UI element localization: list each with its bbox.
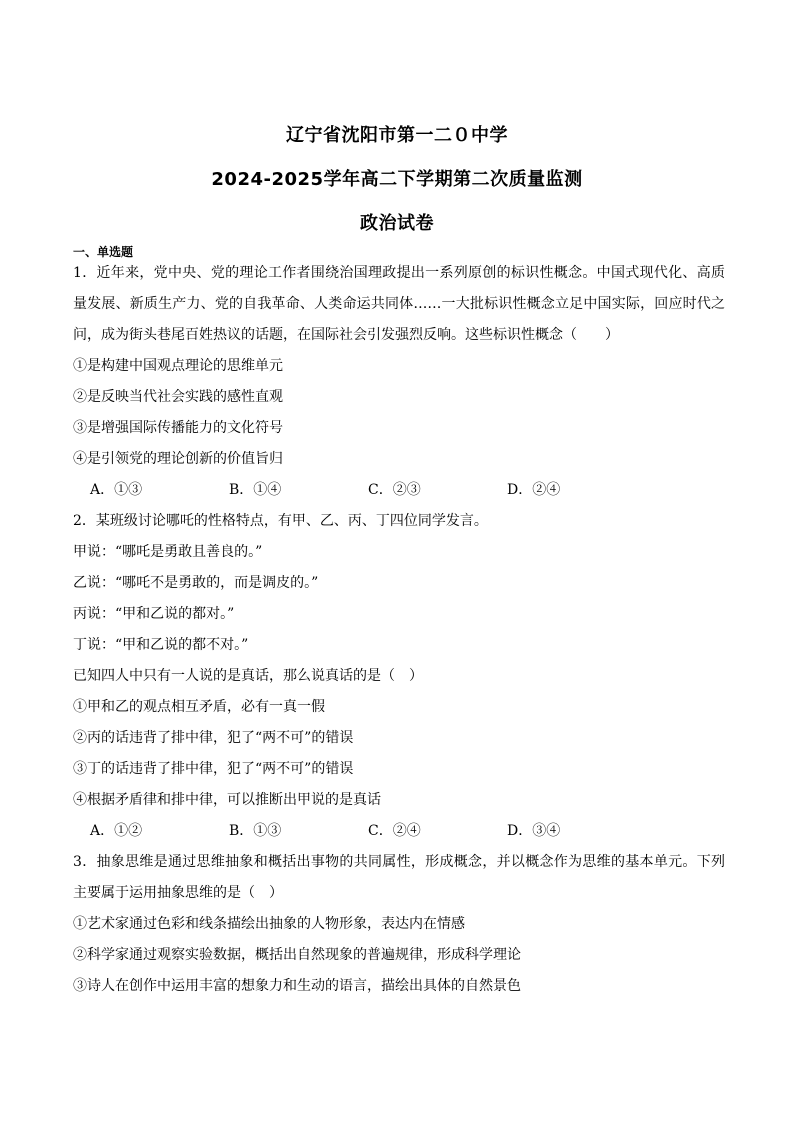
choice-b[interactable]: B．①③ bbox=[229, 823, 282, 839]
question-stem: 1．近年来，党中央、党的理论工作者围绕治国理政提出一系列原创的标识性概念。中国式现代化、高质量发展、新质生产力、党的自我革命、人类命运共同体……一大批标识性概念立足中国实际，回应时代之问，成为街头巷尾百姓热议的话题，在国际社会引发强烈反响。这些标识性概念（ ） bbox=[73, 265, 725, 343]
statement: ①是构建中国观点理论的思维单元 bbox=[73, 358, 283, 374]
choice-a[interactable]: A．①② bbox=[90, 823, 143, 839]
statement: ③是增强国际传播能力的文化符号 bbox=[73, 420, 283, 436]
statement: ③诗人在创作中运用丰富的想象力和生动的语言，描绘出具体的自然景色 bbox=[73, 978, 521, 994]
choice-d[interactable]: D．②④ bbox=[507, 482, 561, 498]
statement: ④根据矛盾律和排中律，可以推断出甲说的是真话 bbox=[73, 792, 381, 808]
statement: ②丙的话违背了排中律，犯了“两不可”的错误 bbox=[73, 730, 354, 746]
statement: ②是反映当代社会实践的感性直观 bbox=[73, 389, 283, 405]
exam-header bbox=[0, 126, 794, 258]
question-stem: 2．某班级讨论哪吒的性格特点，有甲、乙、丙、丁四位同学发言。 bbox=[73, 513, 488, 529]
quote: 甲说：“哪吒是勇敢且善良的。” bbox=[73, 544, 263, 560]
question-1 bbox=[73, 258, 725, 506]
choice-c[interactable]: C．②③ bbox=[368, 482, 421, 498]
choice-a[interactable]: A．①③ bbox=[90, 482, 143, 498]
statement: ③丁的话违背了排中律，犯了“两不可”的错误 bbox=[73, 761, 354, 777]
quote: 丙说：“甲和乙说的都对。” bbox=[73, 606, 235, 622]
quote: 乙说：“哪吒不是勇敢的，而是调皮的。” bbox=[73, 575, 319, 591]
answer-choices bbox=[73, 816, 725, 847]
question-3 bbox=[73, 847, 725, 1002]
exam-content bbox=[73, 244, 725, 1002]
question-2 bbox=[73, 506, 725, 847]
quote: 丁说：“甲和乙说的都不对。” bbox=[73, 637, 249, 653]
choice-d[interactable]: D．③④ bbox=[507, 823, 561, 839]
answer-choices bbox=[73, 475, 725, 506]
school-title: 辽宁省沈阳市第一二０中学 bbox=[286, 125, 508, 146]
choice-c[interactable]: C．②④ bbox=[368, 823, 421, 839]
subject-title: 政治试卷 bbox=[360, 213, 434, 234]
exam-title: 2024-2025学年高二下学期第二次质量监测 bbox=[211, 169, 583, 190]
statement: ①艺术家通过色彩和线条描绘出抽象的人物形象，表达内在情感 bbox=[73, 916, 465, 932]
question-prompt: 已知四人中只有一人说的是真话，那么说真话的是（ ） bbox=[73, 668, 423, 684]
statement: ④是引领党的理论创新的价值旨归 bbox=[73, 451, 283, 467]
statement: ①甲和乙的观点相互矛盾，必有一真一假 bbox=[73, 699, 325, 715]
choice-b[interactable]: B．①④ bbox=[229, 482, 282, 498]
section-heading: 一、单选题 bbox=[73, 245, 134, 259]
question-stem: 3．抽象思维是通过思维抽象和概括出事物的共同属性，形成概念，并以概念作为思维的基本单元。下列主要属于运用抽象思维的是（ ） bbox=[73, 854, 725, 901]
statement: ②科学家通过观察实验数据，概括出自然现象的普遍规律，形成科学理论 bbox=[73, 947, 521, 963]
